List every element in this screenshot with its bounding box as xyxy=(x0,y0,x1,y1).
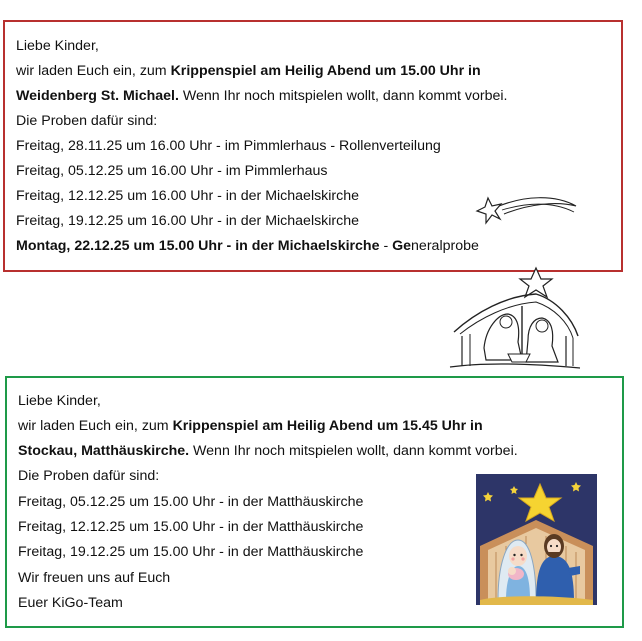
notice1-rehearsal: Freitag, 12.12.25 um 16.00 Uhr - in der Michaelskirche xyxy=(16,188,360,204)
notice1-invite xyxy=(16,62,481,80)
notice1-final-bold: Montag, 22.12.25 um 15.00 Uhr - in der Michaelskirche xyxy=(16,238,380,254)
notice2-place-rest: Wenn Ihr noch mitspielen wollt, dann kommt vorbei. xyxy=(189,443,518,459)
notice1-rehearsal: Freitag, 19.12.25 um 16.00 Uhr - in der Michaelskirche xyxy=(16,213,360,229)
notice2-closing: Wir freuen uns auf Euch xyxy=(18,570,171,586)
notice2-place xyxy=(18,442,518,460)
notice2-greeting: Liebe Kinder, xyxy=(18,393,101,409)
notice1-final-ge: Ge xyxy=(392,238,412,254)
notice2-rehearsal: Freitag, 19.12.25 um 15.00 Uhr - in der Matthäuskirche xyxy=(18,544,364,560)
nativity-scene-icon xyxy=(476,474,597,605)
notice1-place-bold: Weidenberg St. Michael. xyxy=(16,88,179,104)
notice1-place-rest: Wenn Ihr noch mitspielen wollt, dann kommt vorbei. xyxy=(178,88,508,104)
notice2-rehearsal: Freitag, 05.12.25 um 15.00 Uhr - in der Matthäuskirche xyxy=(18,494,364,510)
nativity-stable-icon xyxy=(446,262,582,374)
notice1-invite-bold: Krippenspiel am Heilig Abend um 15.00 Uhr in xyxy=(170,63,481,79)
notice2-signature: Euer KiGo-Team xyxy=(18,595,123,611)
notice1-rehearsal: Freitag, 28.11.25 um 16.00 Uhr - im Pimmlerhaus - Rollenverteilung xyxy=(16,138,441,154)
notice1-invite-prefix: wir laden Euch ein, zum xyxy=(16,63,171,79)
notice2-place-bold: Stockau, Matthäuskirche. xyxy=(18,443,190,459)
notice1-greeting: Liebe Kinder, xyxy=(16,38,99,54)
notice2-invite-prefix: wir laden Euch ein, zum xyxy=(18,418,173,434)
shooting-star-icon xyxy=(474,192,580,234)
notice2-invite-bold: Krippenspiel am Heilig Abend um 15.45 Uhr in xyxy=(172,418,483,434)
notice1-rehearsal: Freitag, 05.12.25 um 16.00 Uhr - im Pimmlerhaus xyxy=(16,163,328,179)
notice1-place xyxy=(16,87,508,105)
notice1-rehearsals-intro: Die Proben dafür sind: xyxy=(16,113,158,129)
notice2-rehearsals-intro: Die Proben dafür sind: xyxy=(18,468,160,484)
notice1-final-rest: neralprobe xyxy=(411,238,479,254)
notice2-invite xyxy=(18,417,483,435)
notice2-rehearsal: Freitag, 12.12.25 um 15.00 Uhr - in der Matthäuskirche xyxy=(18,519,364,535)
notice1-final-rehearsal xyxy=(16,237,479,255)
notice1-final-dash: - xyxy=(379,238,393,254)
